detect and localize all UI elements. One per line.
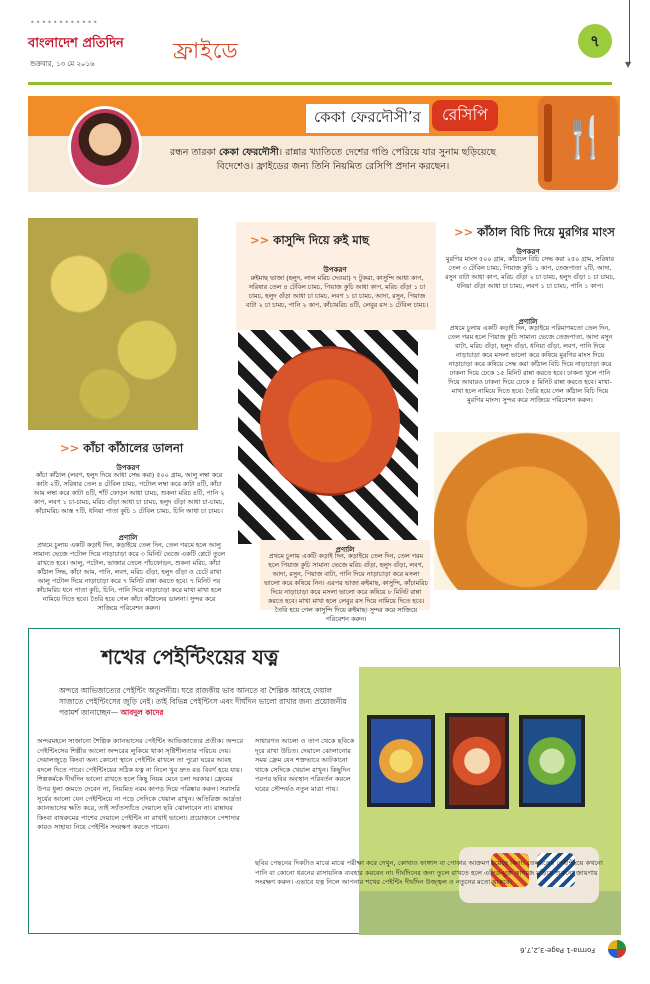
arrow-down-icon: ▼ — [625, 60, 632, 69]
article-column-2: সাধারণত আলো ও তাপ থেকে ছবিকে দূরে রাখা উচিত। দেয়ালে ঝোলানোর সময় ফ্রেম যেন শক্তভাবে আটকানো থাকে সেদিকে খেয়াল রাখুন। কিছুদিন পরপর ছবির অবস্থান পরিবর্তন করলে ঘরের সৌন্দর্যও নতুন মাত্রা পায়। — [255, 737, 355, 793]
fish-photo — [238, 318, 418, 544]
chicken-title-text: কাঁঠাল বিচি দিয়ে মুরগির মাংস — [477, 225, 615, 239]
fish-dish — [260, 346, 400, 496]
chicken-ingredients: মুরগির মাংস ৫০০ গ্রাম, কাঁঠালে বিচি সেদ্ধ করা ২৫০ গ্রাম, সরিষার তেল ৩ টেবিল চামচ, পিয়াজ কুচি ১ কাপ, তেজপাতা ২টি, আদা, রসুন বাটা আধা কাপ, মরিচ গুঁড়া ২ চা চামচ, হলুদ গুঁড়া ১ চা চামচ, ধনিয়া গুঁড়া আধা চা চামচ, লবণ ১ চা চামচ, পানি ১ কাপ। — [445, 255, 615, 290]
article-column-3: ছবির পেছনের দিকটাও মাঝে মাঝে পরীক্ষা করে দেখুন, কোথাও ফাঙ্গাস বা পোকার আক্রমণ হয়েছে কিনা। তেলরঙের পেইন্টিংয়ে কখনো পানি বা কোনো ধরনের রাসায়নিক ব্যবহার করবেন না। দীর্ঘদিনের জন্য তুলে রাখতে হলে এসিড-মুক্ত কাগজে মুড়িয়ে শুকনো জায়গায় সংরক্ষণ করুন। এভাবে যত্ন নিলে আপনার শখের পেইন্টিং দীর্ঘদিন উজ্জ্বল ও নতুনের মতো থাকবে। — [255, 859, 603, 887]
painting-canvas — [523, 719, 581, 803]
article-headline: শখের পেইন্টিংয়ের যত্ন — [101, 645, 279, 669]
kanthal-ingredients: কাঁচা কাঁঠাল (লবণ, হলুদ দিয়ে আধা সেদ্ধ করা) ৫০০ গ্রাম, আলু লম্বা করে কাটা ২টি, সরিষার তেল ৪ টেবিল চামচ, পটোল লম্বা করে কাটা ৪টি, কাঁচা আম লম্বা করে কাটা ৪টি, শাঁট ফোড়ন আধা চামচ, শুকনা মরিচ ৪টি, পানি ২ কাপ, লবণ ১ চা-চামচ, মরিচ গুঁড়া আধা চা চামচ, হলুদ গুঁড়া আধা চা-চামচ, কাঁচামরিচ আস্ত ৭টি, ধনিয়া পাতা কুচি ১ টেবিল চামচ, চিনি আধা চা চামচ। — [33, 471, 225, 515]
kanthal-ingredients-label: উপকরণ — [116, 464, 140, 472]
newspaper-name: বাংলাদেশ প্রতিদিন — [28, 36, 124, 51]
fork-knife-icon: 🍴 — [560, 115, 610, 161]
kanthal-title-text: কাঁচা কাঁঠালের ডালনা — [83, 441, 184, 455]
fish-recipe-title — [250, 232, 369, 251]
arrow-icon: >> — [250, 233, 270, 247]
crop-line — [629, 0, 630, 62]
kanthal-method-label: প্রণালি — [118, 534, 138, 542]
page-number: ৭ — [578, 24, 612, 58]
chicken-ingredients-label: উপকরণ — [516, 248, 540, 256]
intro-post: । রান্নার খ্যাতিতে দেশের গণ্ডি পেরিয়ে যার সুনাম ছড়িয়েছে বিদেশেও। ফ্রাইডের জন্য তিনি নিয়মিত রেসিপি প্রদান করছেন। — [216, 147, 497, 172]
intro-chef-name: কেকা ফেরদৌসী — [218, 147, 279, 158]
kanthal-method: প্রথমে চুলায় একটি কড়াই দিন, কড়াইয়ে তেল দিন, তেল গরমে হলে আলু সামান্য ভেজে পটোল দিয়ে নাড়াচাড়া করে ৩ মিনিট ভেজে একটি প্লেটে তুলে রাখতে হবে। আলু, পটোল, ভাজার তেলে পাঁচফোড়ন, শুকনা মরিচ, কাঁচা কাঁঠাল সিদ্ধ, কাঁচা আম, পানি, লবণ, মরিচ গুঁড়া, হলুদ গুঁড়া ও চেটে রাখা আলু পটোল দিয়ে নাড়াচাড়া করে ৭ মিনিট রান্না করতে হবে। ৭ মিনিট পর কাঁচামরিচ ধনে পাতা কুচি, চিনি, পানি দিয়ে নাড়াচাড়া করে মাখা মাখা হলে নামিয়ে দিতে হবে। তৈরি হয়ে গেল কাঁচা কাঁঠালের ডালনা। সুন্দর করে সাজিয়ে পরিবেশন করুন। — [32, 541, 226, 612]
page-header — [28, 14, 620, 72]
fish-title-text: কাসুন্দি দিয়ে রুই মাছ — [273, 233, 370, 247]
arrow-icon: >> — [454, 225, 474, 239]
fish-ingredients-label: উপকরণ — [323, 266, 347, 274]
chicken-method-label: প্রণালি — [518, 318, 538, 326]
registration-mark-icon — [608, 940, 626, 958]
edition-date: শুক্রবার, ১৩ মে ২০১৬ — [30, 60, 95, 68]
intro-pre: রন্ধন তারকা — [169, 147, 219, 158]
recipe-banner — [28, 96, 620, 192]
recipe-book-icon — [538, 96, 618, 190]
chicken-method: প্রথমে চুলায় একটি কড়াই দিন, কড়াইয়ে পরিমাণমতো তেল দিন, তেল গরম হলে পিয়াজ কুচি সামান্য ভেজে তেজপাতা, আদা রসুন বাটা, মরিচ গুঁড়া, হলুদ গুঁড়া, ধনিয়া গুঁড়া, লবণ, পানি দিয়ে নাড়াচাড়া করে মসলা ভালো করে কষিয়ে মুরগির মাংস দিয়ে নাড়াচাড়া করে কষিয়ে সেদ্ধ করা কাঁঠাল বিচি দিয়ে নাড়াচাড়া করে ঢাকনা দিয়ে ঢেকে ১৫ মিনিট রান্না করতে হবে। ঢাকনা খুলে পানি দিয়ে আবারও ঢাকনা দিয়ে ঢেকে ৫ মিনিট রান্না করতে হবে। মাখা-মাখা হলে নামিয়ে দিতে হবে। তৈরি হয়ে গেল কাঁঠাল বিচি দিয়ে মুরগির মাংস। সুন্দর করে সাজিয়ে পরিবেশন করুন। — [447, 324, 613, 404]
recipe-tag: রেসিপি — [432, 100, 498, 131]
chicken-recipe-title — [454, 224, 615, 243]
fish-ingredients: রুইমাছ ভাজা (হলুদ, লাল মরিচ দেওয়া) ৭ টুকরা, কাসুন্দি আধা কাপ, সরিষার তেল ৪ টেবিল চামচ, পিয়াজ কুচি আধা কাপ, মরিচ গুঁড়া ১ চা চামচ, হলুদ গুঁড়া আধা চা চামচ, লবণ ১ চা চামচ, আদা, রসুন, পিয়াজ বাটা ২ চা চামচ, পানি ২ কাপ, কাঁচামরিচ ৪টি, লেবুর রস ১ টেবিল চামচ। — [245, 274, 429, 309]
jackfruit-photo — [28, 218, 198, 438]
section-title: ফ্রাইডে — [173, 39, 239, 64]
painting-article — [28, 628, 620, 934]
painting-frame — [445, 713, 509, 809]
kanthal-recipe-title — [60, 440, 183, 459]
painting-canvas — [371, 719, 431, 803]
painting-frame — [367, 715, 435, 807]
chicken-photo — [434, 432, 620, 590]
article-author: আবদুল কাদের — [120, 708, 164, 717]
decorative-dots: •••••••••••• — [30, 18, 99, 27]
forma-label: Forma-1 Page-3,2,7,6 — [520, 946, 596, 954]
fish-method: প্রথমে চুলায় একটি কড়াই দিন, কড়াইয়ে তেল দিন, তেল গরম হলে পিয়াজ কুচি সামান্য ভেজে মরিচ গুঁড়া, হলুদ গুঁড়া, লবণ, আদা, রসুন, পিয়াজ বাটা, পানি দিয়ে নাড়াচাড়া করে মসলা ভালো করে কষিয়ে নিন। এরপর ভাজা রুইমাছ, কাসুন্দি, কাঁচামরিচ দিয়ে নাড়াচাড়া করে মসলা ভালো করে কষিয়ে ৮ মিনিট রান্না করতে হবে। মাখা মাখা হলে লেবুর রস দিয়ে নামিয়ে দিতে হবে। তৈরি হয়ে গেল কাসুন্দি দিয়ে রুইমাছ। সুন্দর করে সাজিয়ে পরিবেশন করুন। — [264, 552, 428, 623]
banner-intro — [168, 146, 498, 174]
chef-name: কেকা ফেরদৌসী’র — [306, 104, 429, 133]
painting-canvas — [449, 717, 505, 805]
chef-portrait — [68, 106, 142, 188]
fish-method-label: প্রণালি — [335, 546, 355, 554]
intro-text: অন্দরে আভিজাত্যের পেইন্টিং অতুলনীয়। ঘরে রাজকীয় ভাব আনতে বা শৈল্পিক আবহে দেয়াল সাজাতে পেইন্টিংসের জুড়ি নেই। তাই বিভিন্ন পেইন্টিংস এবং দীর্ঘদিন ভালো রাখার জন্য প্রয়োজনীয় পরামর্শ জানাচ্ছেন— — [59, 686, 347, 717]
book-spine — [544, 104, 552, 182]
arrow-icon: >> — [60, 441, 80, 455]
painting-frame — [519, 715, 585, 807]
article-column-1: অন্দরমহলে সাজানো শৈল্পিক ক্যানভাসের পেইন্টিং আভিজাত্যের প্রতীক। অন্দরে পেইন্টিংসের শিল্পীর আলো অন্দরের লুকিয়ে থাকা সৃষ্টিশীলতার পরিচয় দেয়। দেয়ালজুড়ে কিংবা অন্য কোনো স্থানে পেইন্টিং রাখলে তা পুরো ঘরের আবহ বদলে দিতে পারে। পেইন্টিংয়ের সঠিক যত্ন না নিলে খুব দ্রুত রঙ বিবর্ণ হয়ে যায়। শিল্পকর্মকে দীর্ঘদিন ভালো রাখতে হলে কিছু নিয়ম মেনে চলা দরকার। ফ্রেমের উপর ধুলা জমতে দেবেন না, নিয়মিত নরম কাপড় দিয়ে পরিষ্কার করুন। সরাসরি সূর্যের আলো যেন পেইন্টিংয়ে না পড়ে সেদিকে খেয়াল রাখুন। অতিরিক্ত আর্দ্রতা ক্যানভাসের ক্ষতি করে, তাই স্যাঁতস্যাঁতে দেয়ালে ছবি ঝোলাবেন না। রান্নাঘর কিংবা বাথরুমের পাশের দেয়ালে পেইন্টিং না রাখাই ভালো। প্রয়োজনে পেশাদার কারও সাহায্য নিয়ে পেইন্টিং সংরক্ষণ করতে পারেন। — [37, 737, 244, 832]
header-rule — [28, 82, 612, 85]
article-intro — [59, 685, 351, 718]
